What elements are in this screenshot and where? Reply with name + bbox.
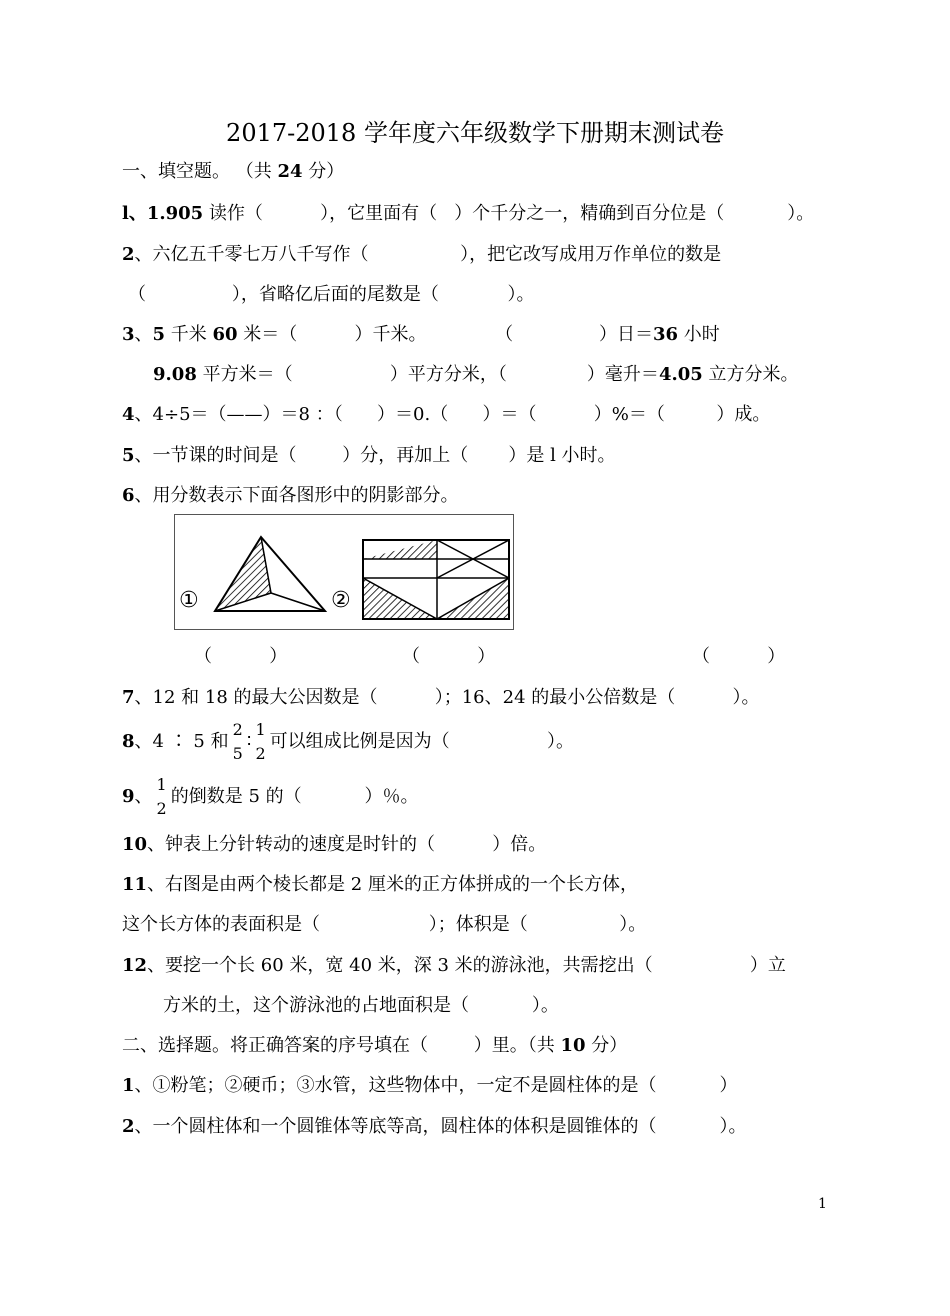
figure-3-answer-blank: （ ） xyxy=(692,646,786,667)
figure-2-answer-blank: （ ） xyxy=(402,646,496,667)
question-3-line-2: 9.08 平方米＝（ ）平方分米，（ ）毫升＝4.05 立方分米。 xyxy=(153,364,799,385)
figure-1-label: ① xyxy=(179,588,199,613)
question-11-line-2: 这个长方体的表面积是（ ）；体积是（ ）。 xyxy=(122,914,647,935)
shaded-figures-box xyxy=(174,514,514,630)
question-5: 5、一节课的时间是（ ）分，再加上（ ）是 l 小时。 xyxy=(122,445,616,466)
shaded-figures xyxy=(175,515,515,631)
question-2-line-2: （ ），省略亿后面的尾数是（ ）。 xyxy=(128,284,535,305)
figure-1-answer-blank: （ ） xyxy=(194,646,288,667)
section1-heading: 一、填空题。 （共 24 分） xyxy=(122,161,345,182)
question-7: 7、12 和 18 的最大公因数是（ ）；16、24 的最小公倍数是（ ）。 xyxy=(122,687,760,708)
question-12-line-1: 12、要挖一个长 60 米，宽 40 米，深 3 米的游泳池，共需挖出（ ）立 xyxy=(122,955,786,976)
question-4: 4、4÷5＝（——）＝8 ：（ ）＝0.（ ）＝（ ）%＝（ ）成。 xyxy=(122,404,771,425)
figure-2-label: ② xyxy=(331,588,351,613)
question-6: 6、用分数表示下面各图形中的阴影部分。 xyxy=(122,485,459,506)
fraction-one-half-q9: 1 2 xyxy=(156,775,167,818)
page-number: 1 xyxy=(818,1196,827,1212)
question-9: 9、 1 2 的倒数是 5 的（ ）％。 xyxy=(122,773,419,821)
page-title: 2017-2018 学年度六年级数学下册期末测试卷 xyxy=(226,119,724,147)
fraction-two-fifths: 2 5 xyxy=(232,720,243,763)
question-1: l、1.905 读作（ ），它里面有（ ）个千分之一，精确到百分位是（ ）。 xyxy=(122,203,815,224)
question-8: 8、4 ∶ 5 和 2 5 ∶ 1 2 可以组成比例是因为（ ）。 xyxy=(122,718,574,766)
figure-2-shaded-top xyxy=(363,540,437,559)
section2-heading: 二、选择题。将正确答案的序号填在（ ）里。（共 10 分） xyxy=(122,1035,628,1056)
fraction-one-half: 1 2 xyxy=(255,720,266,763)
choice-question-2: 2、一个圆柱体和一个圆锥体等底等高，圆柱体的体积是圆锥体的（ ）。 xyxy=(122,1116,747,1137)
question-10: 10、钟表上分针转动的速度是时针的（ ）倍。 xyxy=(122,834,547,855)
question-11-line-1: 11、右图是由两个棱长都是 2 厘米的正方体拼成的一个长方体， xyxy=(122,874,638,895)
question-12-line-2: 方米的土，这个游泳池的占地面积是（ ）。 xyxy=(163,995,559,1016)
question-3-line-1: 3、5 千米 60 米＝（ ）千米。 （ ）日＝36 小时 xyxy=(122,324,720,345)
choice-question-1: 1、①粉笔；②硬币；③水管，这些物体中，一定不是圆柱体的是（ ） xyxy=(122,1075,738,1096)
question-2-line-1: 2、六亿五千零七万八千写作（ ），把它改写成用万作单位的数是 xyxy=(122,244,722,265)
